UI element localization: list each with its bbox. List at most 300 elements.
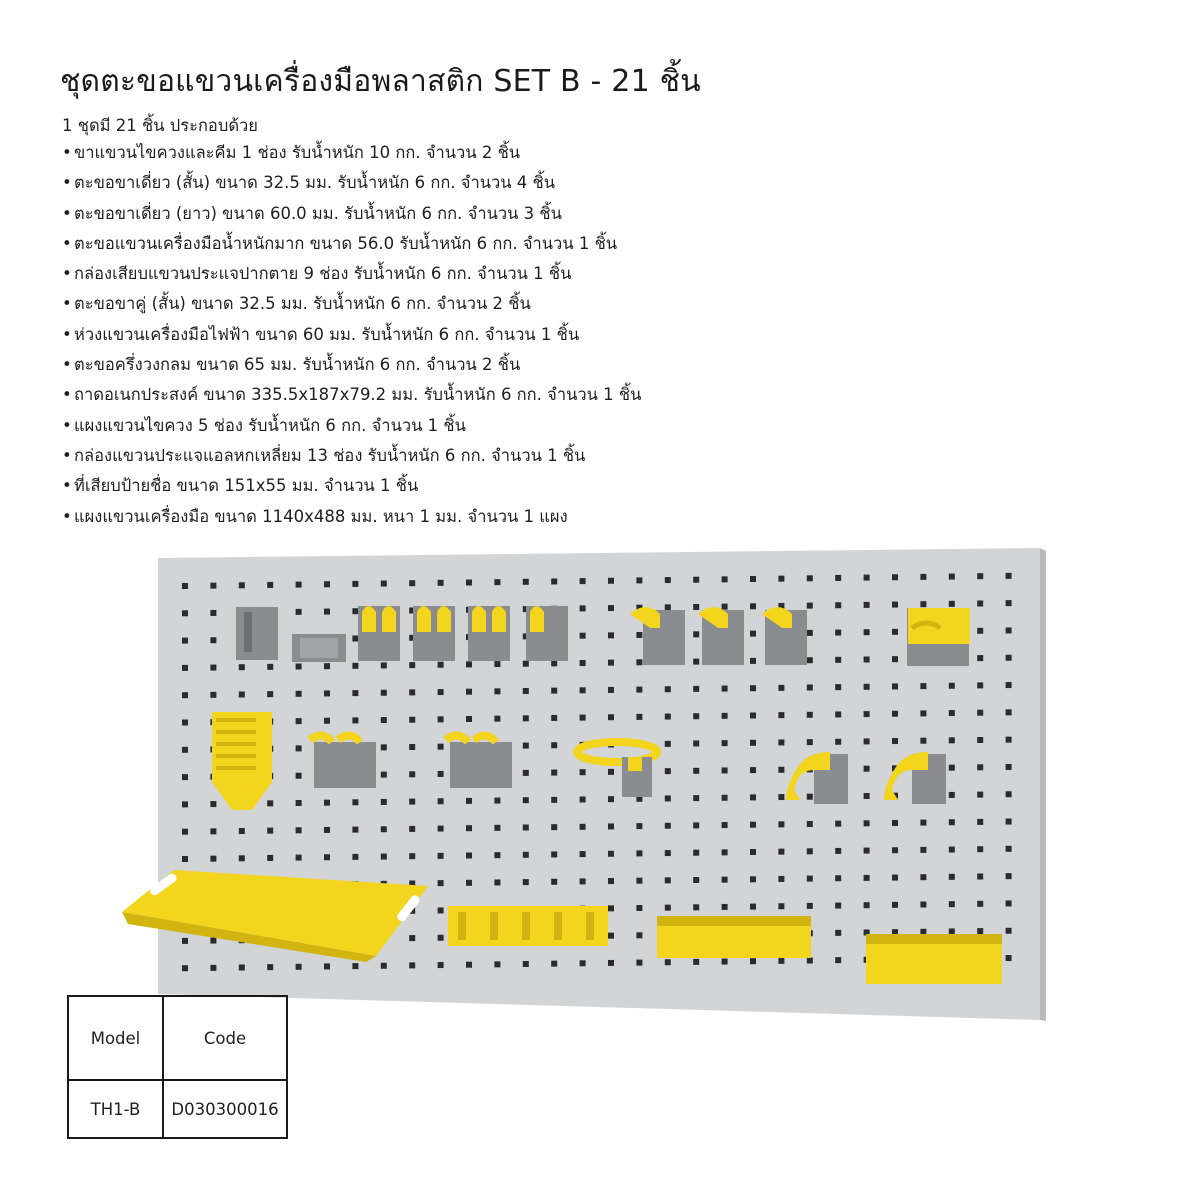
pegboard-hole [296, 855, 302, 861]
pegboard-hole [409, 962, 415, 968]
pegboard-hole [438, 662, 444, 668]
pegboard-hole [750, 603, 756, 609]
pegboard-hole [722, 795, 728, 801]
pegboard-hole [750, 576, 756, 582]
pegboard-hole [551, 688, 557, 694]
pegboard-hole [636, 850, 642, 856]
pegboard-hole [608, 796, 614, 802]
double-hook [358, 606, 400, 661]
pegboard-hole [665, 850, 671, 856]
pegboard-hole [381, 799, 387, 805]
pegboard-hole [466, 962, 472, 968]
pegboard-hole [523, 715, 529, 721]
pegboard-hole [551, 742, 557, 748]
pegboard-hole [977, 601, 983, 607]
pegboard-hole [722, 686, 728, 692]
pegboard-hole [523, 852, 529, 858]
pegboard-hole [835, 657, 841, 663]
pegboard-hole [580, 715, 586, 721]
pegboard-hole [920, 820, 926, 826]
pegboard-hole [636, 714, 642, 720]
hex-key-box-13-slot [657, 916, 811, 958]
pegboard-hole [807, 657, 813, 663]
pegboard-hole [409, 717, 415, 723]
pegboard-hole [665, 877, 671, 883]
pegboard-hole [750, 685, 756, 691]
pegboard-hole [636, 932, 642, 938]
single-hook-short [236, 607, 278, 660]
pegboard-hole [920, 847, 926, 853]
table-header-code: Code [163, 996, 287, 1080]
pegboard-hole [580, 687, 586, 693]
pegboard-hole [523, 743, 529, 749]
pegboard-hole [608, 769, 614, 775]
pegboard-hole [722, 959, 728, 965]
pegboard-hole [750, 767, 756, 773]
pegboard-hole [608, 605, 614, 611]
pegboard-hole [352, 827, 358, 833]
pegboard-hole [636, 878, 642, 884]
pegboard-hole [636, 659, 642, 665]
pegboard-hole [778, 849, 784, 855]
pegboard-hole [636, 687, 642, 693]
pegboard-hole [864, 875, 870, 881]
list-item: • แผงแขวนเครื่องมือ ขนาด 1140x488 มม. หนา 1 มม. จำนวน 1 แผง [62, 502, 641, 532]
pegboard-hole [778, 767, 784, 773]
pegboard-hole [409, 744, 415, 750]
pegboard-hole [835, 630, 841, 636]
pegboard-hole [608, 851, 614, 857]
pegboard-hole [182, 856, 188, 862]
screwdriver-rack-5-slot [448, 906, 608, 946]
pegboard-hole [523, 797, 529, 803]
pegboard-hole [352, 581, 358, 587]
pegboard-hole [693, 631, 699, 637]
pegboard-hole [693, 686, 699, 692]
pegboard-hole [523, 961, 529, 967]
pegboard-hole [920, 738, 926, 744]
pegboard-hole [324, 663, 330, 669]
pegboard-hole [608, 714, 614, 720]
pegboard-hole [722, 576, 728, 582]
pegboard-hole [807, 821, 813, 827]
double-hook [310, 735, 376, 788]
pegboard-hole [778, 712, 784, 718]
pegboard-hole [438, 580, 444, 586]
pegboard-hole [977, 628, 983, 634]
pegboard-hole [864, 602, 870, 608]
double-hook [446, 735, 512, 788]
heavy-tool-hook [907, 608, 970, 666]
pegboard-hole [665, 741, 671, 747]
pegboard-hole [324, 718, 330, 724]
pegboard-hole [1006, 737, 1012, 743]
pegboard-hole [693, 822, 699, 828]
pegboard-hole [835, 903, 841, 909]
pegboard-hole [665, 714, 671, 720]
pegboard-hole [722, 713, 728, 719]
pegboard-hole [210, 637, 216, 643]
label-holder [866, 934, 1002, 984]
pegboard-hole [636, 905, 642, 911]
pegboard-hole [210, 692, 216, 698]
table-row [68, 1080, 287, 1138]
pegboard-hole [523, 879, 529, 885]
pegboard-hole [580, 660, 586, 666]
pegboard-hole [324, 854, 330, 860]
model-value: TH1-B [68, 1080, 163, 1138]
pegboard-hole [210, 965, 216, 971]
pegboard-hole [409, 935, 415, 941]
pegboard-hole [296, 773, 302, 779]
pegboard-hole [778, 576, 784, 582]
pegboard-hole [949, 928, 955, 934]
pegboard-hole [1006, 655, 1012, 661]
pegboard-hole [750, 822, 756, 828]
pegboard-hole [920, 574, 926, 580]
list-item: • ขาแขวนไขควงและคีม 1 ช่อง รับน้ำหนัก 10 กก. จำนวน 2 ชิ้น [62, 138, 641, 168]
pegboard-hole [466, 825, 472, 831]
pegboard-hole [381, 744, 387, 750]
pegboard-hole [665, 795, 671, 801]
pegboard-hole [1006, 600, 1012, 606]
pegboard-hole [438, 798, 444, 804]
pegboard-hole [1006, 764, 1012, 770]
pegboard-hole [409, 771, 415, 777]
pegboard-hole [409, 689, 415, 695]
pegboard-hole [977, 573, 983, 579]
pegboard-hole [665, 823, 671, 829]
pegboard-hole [580, 797, 586, 803]
pegboard-hole [608, 687, 614, 693]
pegboard-hole [864, 738, 870, 744]
pegboard-hole [409, 662, 415, 668]
pegboard-hole [551, 770, 557, 776]
pegboard-hole [750, 713, 756, 719]
pegboard-hole [296, 827, 302, 833]
pegboard-hole [608, 933, 614, 939]
list-item: • ตะขอแขวนเครื่องมือน้ำหนักมาก ขนาด 56.0 รับน้ำหนัก 6 กก. จำนวน 1 ชิ้น [62, 229, 641, 259]
pegboard-hole [693, 795, 699, 801]
pegboard-hole [807, 739, 813, 745]
pegboard-hole [693, 959, 699, 965]
pegboard-hole [722, 904, 728, 910]
pegboard-hole [182, 774, 188, 780]
pegboard-hole [977, 764, 983, 770]
pegboard-hole [977, 901, 983, 907]
pegboard-hole [750, 904, 756, 910]
pegboard-hole [949, 737, 955, 743]
pegboard-hole [665, 686, 671, 692]
pegboard-hole [324, 800, 330, 806]
pegboard-hole [210, 583, 216, 589]
pegboard-hole [438, 826, 444, 832]
pegboard-hole [864, 848, 870, 854]
pegboard-hole [1006, 900, 1012, 906]
pegboard-hole [778, 903, 784, 909]
pegboard-hole [778, 876, 784, 882]
pegboard-hole [210, 938, 216, 944]
pegboard-hole [580, 769, 586, 775]
pegboard-hole [864, 711, 870, 717]
pegboard-hole [239, 965, 245, 971]
pegboard-hole [750, 740, 756, 746]
pegboard-hole [722, 822, 728, 828]
pegboard-hole [835, 575, 841, 581]
pegboard-hole [864, 657, 870, 663]
pegboard-hole [892, 656, 898, 662]
pegboard-hole [352, 690, 358, 696]
pegboard-hole [835, 875, 841, 881]
code-value: D030300016 [163, 1080, 287, 1138]
table-header-model: Model [68, 996, 163, 1080]
pegboard-hole [438, 771, 444, 777]
pegboard-hole [494, 798, 500, 804]
pegboard-hole [835, 821, 841, 827]
pegboard-hole [466, 580, 472, 586]
pegboard-hole [920, 710, 926, 716]
pegboard-hole [864, 902, 870, 908]
pegboard-hole [580, 578, 586, 584]
pegboard-hole [182, 638, 188, 644]
pegboard-hole [949, 601, 955, 607]
pegboard-hole [778, 794, 784, 800]
pegboard-hole [494, 852, 500, 858]
pegboard-hole [494, 579, 500, 585]
double-hook [698, 607, 744, 665]
pegboard-hole [551, 824, 557, 830]
pegboard-hole [750, 849, 756, 855]
pegboard-hole [551, 797, 557, 803]
pegboard-hole [494, 961, 500, 967]
pegboard-hole [1006, 928, 1012, 934]
pegboard-hole [409, 826, 415, 832]
pegboard-hole [778, 685, 784, 691]
pegboard-hole [296, 718, 302, 724]
pegboard-hole [1006, 573, 1012, 579]
pegboard-hole [182, 665, 188, 671]
pegboard-hole [1006, 955, 1012, 961]
pegboard-hole [352, 963, 358, 969]
pegboard-hole [693, 713, 699, 719]
pegboard-hole [210, 801, 216, 807]
pegboard-hole [381, 690, 387, 696]
pegboard-hole [665, 905, 671, 911]
pegboard-hole [1006, 627, 1012, 633]
pegboard-hole [636, 632, 642, 638]
pegboard-hole [750, 794, 756, 800]
product-title: ชุดตะขอแขวนเครื่องมือพลาสติก SET B - 21 ชิ้น [60, 64, 701, 99]
pegboard-hole [580, 878, 586, 884]
pegboard-hole [296, 964, 302, 970]
pegboard-hole [722, 767, 728, 773]
pegboard-hole [608, 660, 614, 666]
pegboard-hole [750, 658, 756, 664]
pegboard-hole [551, 660, 557, 666]
pegboard-hole [665, 577, 671, 583]
pegboard-hole [324, 827, 330, 833]
list-item: • ตะขอขาคู่ (สั้น) ขนาด 32.5 มม. รับน้ำหนัก 6 กก. จำนวน 2 ชิ้น [62, 289, 641, 319]
pegboard-hole [892, 574, 898, 580]
pegboard-hole [608, 632, 614, 638]
pegboard-hole [949, 792, 955, 798]
pegboard-hole [352, 717, 358, 723]
pegboard-hole [182, 583, 188, 589]
pegboard-hole [267, 582, 273, 588]
pegboard-hole [551, 715, 557, 721]
pegboard-hole [608, 823, 614, 829]
pegboard-hole [949, 683, 955, 689]
pegboard-hole [296, 800, 302, 806]
pegboard-hole [807, 848, 813, 854]
pegboard-hole [807, 903, 813, 909]
pegboard-hole [977, 710, 983, 716]
pegboard-hole [182, 829, 188, 835]
pegboard-hole [381, 581, 387, 587]
pegboard-hole [750, 958, 756, 964]
pegboard-hole [636, 960, 642, 966]
pegboard-hole [949, 901, 955, 907]
pegboard-hole [494, 688, 500, 694]
pegboard-hole [693, 877, 699, 883]
pegboard-hole [636, 577, 642, 583]
pegboard-hole [1006, 709, 1012, 715]
pegboard-hole [892, 738, 898, 744]
pegboard-hole [210, 856, 216, 862]
pegboard-hole [807, 630, 813, 636]
pegboard-hole [665, 768, 671, 774]
pegboard-hole [438, 962, 444, 968]
pegboard-hole [835, 711, 841, 717]
pegboard-hole [949, 574, 955, 580]
list-item: • ที่เสียบป้ายชื่อ ขนาด 151x55 มม. จำนวน 1 ชิ้น [62, 471, 641, 501]
double-hook [413, 606, 455, 661]
pegboard-hole [835, 930, 841, 936]
pegboard-hole [892, 902, 898, 908]
pegboard-hole [267, 828, 273, 834]
pegboard-hole [523, 825, 529, 831]
pegboard-hole [693, 577, 699, 583]
pegboard-hole [523, 770, 529, 776]
pegboard-hole [722, 604, 728, 610]
pegboard-hole [977, 928, 983, 934]
pegboard-hole [182, 747, 188, 753]
pegboard-hole [182, 965, 188, 971]
pegboard-hole [494, 716, 500, 722]
pegboard-hole [693, 659, 699, 665]
pegboard-hole [807, 876, 813, 882]
pegboard-hole [949, 874, 955, 880]
pegboard-hole [239, 855, 245, 861]
pegboard-hole [438, 716, 444, 722]
pegboard-hole [352, 799, 358, 805]
pegboard-hole [864, 629, 870, 635]
pegboard-hole [381, 717, 387, 723]
pegboard-hole [750, 631, 756, 637]
pegboard-hole [807, 575, 813, 581]
pegboard-hole [722, 849, 728, 855]
pegboard-hole [381, 854, 387, 860]
pegboard-hole [977, 846, 983, 852]
list-item: • ห่วงแขวนเครื่องมือไฟฟ้า ขนาด 60 มม. รับน้ำหนัก 6 กก. จำนวน 1 ชิ้น [62, 320, 641, 350]
pegboard-hole [580, 605, 586, 611]
pegboard-hole [580, 824, 586, 830]
pegboard-hole [665, 604, 671, 610]
pegboard-hole [494, 879, 500, 885]
pegboard-hole [864, 575, 870, 581]
list-item: • ถาดอเนกประสงค์ ขนาด 335.5x187x79.2 มม. รับน้ำหนัก 6 กก. จำนวน 1 ชิ้น [62, 380, 641, 410]
pegboard-hole [381, 826, 387, 832]
pegboard-hole [693, 604, 699, 610]
pegboard-hole [409, 853, 415, 859]
pegboard-hole [807, 958, 813, 964]
pegboard-hole [296, 664, 302, 670]
set-intro: 1 ชุดมี 21 ชิ้น ประกอบด้วย [62, 116, 258, 135]
pegboard-hole [864, 820, 870, 826]
pegboard-hole [864, 766, 870, 772]
pegboard-hole [523, 661, 529, 667]
pegboard-hole [977, 682, 983, 688]
pegboard-hole [296, 691, 302, 697]
list-item: • กล่องเสียบแขวนประแจปากตาย 9 ช่อง รับน้ำหนัก 6 กก. จำนวน 1 ชิ้น [62, 259, 641, 289]
pegboard-hole [665, 959, 671, 965]
pegboard-hole [807, 603, 813, 609]
pegboard-hole [466, 716, 472, 722]
pegboard-hole [182, 720, 188, 726]
pegboard-hole [949, 847, 955, 853]
pegboard-hole [267, 800, 273, 806]
pegboard-hole [182, 938, 188, 944]
pegboard-edge [1040, 548, 1046, 1021]
pegboard-hole [438, 935, 444, 941]
list-item: • กล่องแขวนประแจแอลหกเหลี่ยม 13 ช่อง รับน้ำหนัก 6 กก. จำนวน 1 ชิ้น [62, 441, 641, 471]
pegboard-hole [778, 958, 784, 964]
pegboard-hole [182, 610, 188, 616]
pegboard-hole [807, 794, 813, 800]
pegboard-hole [296, 582, 302, 588]
pegboard-hole [352, 854, 358, 860]
pegboard-hole [267, 664, 273, 670]
pegboard-hole [807, 685, 813, 691]
pegboard-hole [835, 739, 841, 745]
pegboard-hole [778, 739, 784, 745]
list-item: • แผงแขวนไขควง 5 ช่อง รับน้ำหนัก 6 กก. จำนวน 1 ชิ้น [62, 411, 641, 441]
double-hook [468, 606, 510, 661]
pegboard-hole [239, 828, 245, 834]
list-item: • ตะขอขาเดี่ยว (ยาว) ขนาด 60.0 มม. รับน้ำหนัก 6 กก. จำนวน 3 ชิ้น [62, 199, 641, 229]
list-item: • ตะขอครึ่งวงกลม ขนาด 65 มม. รับน้ำหนัก 6 กก. จำนวน 2 ชิ้น [62, 350, 641, 380]
pegboard-hole [182, 692, 188, 698]
pegboard-hole [438, 880, 444, 886]
pegboard-hole [239, 692, 245, 698]
pegboard-hole [296, 609, 302, 615]
pegboard-hole [466, 798, 472, 804]
pegboard-hole [210, 665, 216, 671]
pegboard-hole [580, 960, 586, 966]
pegboard-hole [267, 855, 273, 861]
pegboard-hole [892, 847, 898, 853]
pegboard-hole [892, 820, 898, 826]
pegboard-hole [977, 874, 983, 880]
pegboard-hole [580, 851, 586, 857]
pegboard-hole [352, 636, 358, 642]
pegboard-hole [835, 957, 841, 963]
pegboard-hole [182, 801, 188, 807]
pegboard-hole [920, 874, 926, 880]
pegboard-hole [977, 655, 983, 661]
pegboard-hole [466, 689, 472, 695]
pegboard-hole [438, 853, 444, 859]
